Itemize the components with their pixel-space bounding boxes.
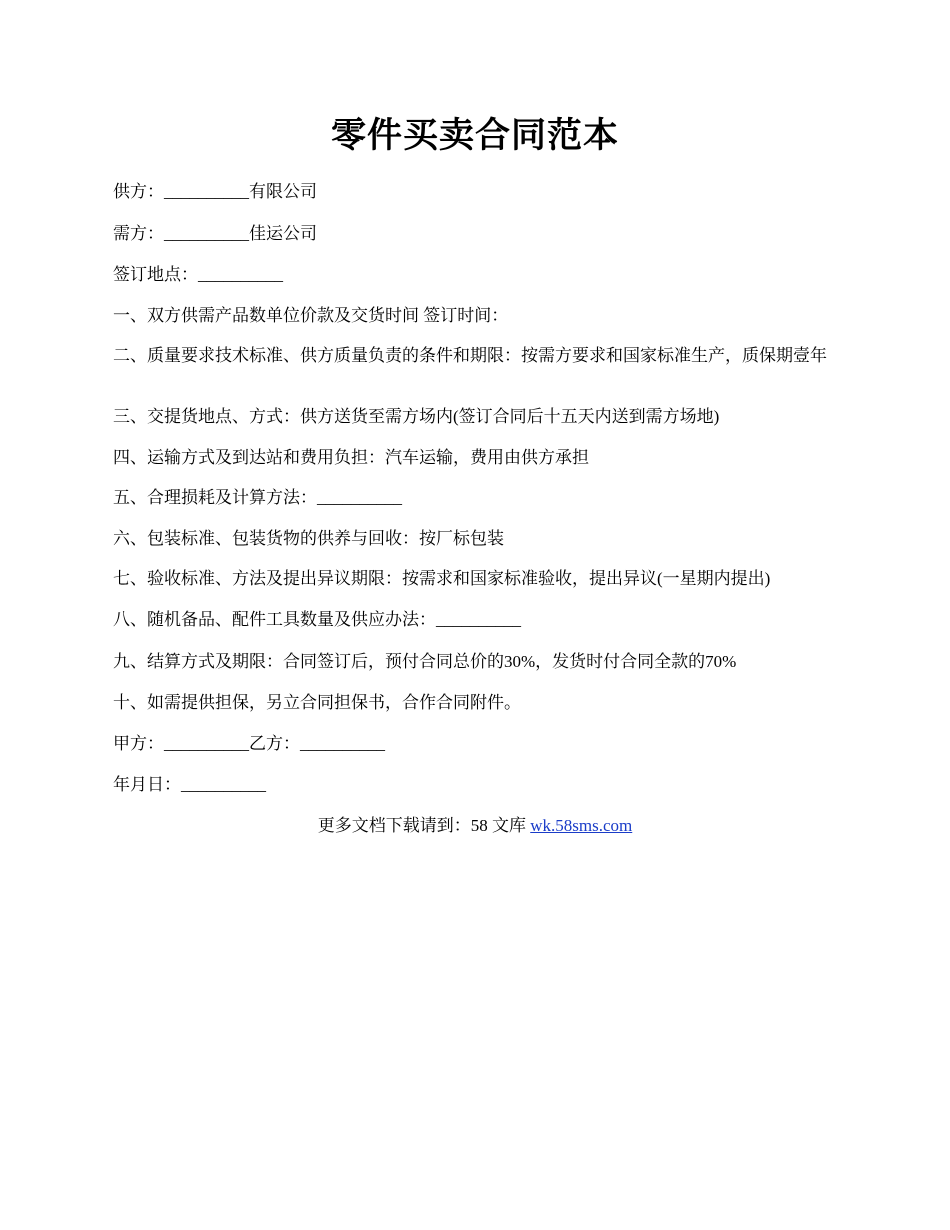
clause-3: 三、交提货地点、方式：供方送货至需方场内(签订合同后十五天内送到需方场地) xyxy=(113,407,720,426)
footer-link[interactable]: wk.58sms.com xyxy=(530,816,633,835)
clause-8: 八、随机备品、配件工具数量及供应办法：__________ xyxy=(113,610,521,629)
clause-1: 一、双方供需产品数单位价款及交货时间 签订时间： xyxy=(113,306,509,325)
footer-text: 更多文档下载请到：58 文库 xyxy=(317,816,531,835)
supplier-line: 供方：__________有限公司 xyxy=(113,182,317,201)
clause-7: 七、验收标准、方法及提出异议期限：按需求和国家标准验收，提出异议(一星期内提出) xyxy=(113,569,771,588)
clause-6: 六、包装标准、包装货物的供养与回收：按厂标包装 xyxy=(113,529,504,548)
clause-4: 四、运输方式及到达站和费用负担：汽车运输，费用由供方承担 xyxy=(113,448,589,467)
footer xyxy=(0,815,950,836)
signing-place-line: 签订地点：__________ xyxy=(113,265,283,284)
document-title: 零件买卖合同范本 xyxy=(330,116,619,155)
buyer-line: 需方：__________佳运公司 xyxy=(113,224,317,243)
date-line: 年月日：__________ xyxy=(113,775,266,794)
clause-10: 十、如需提供担保，另立合同担保书，合作合同附件。 xyxy=(113,693,521,712)
clause-9: 九、结算方式及期限：合同签订后，预付合同总价的30%，发货时付合同全款的70% xyxy=(113,652,737,671)
clause-5: 五、合理损耗及计算方法：__________ xyxy=(113,488,402,507)
clause-2: 二、质量要求技术标准、供方质量负责的条件和期限：按需方要求和国家标准生产，质保期壹年 xyxy=(113,346,827,365)
party-signature-line: 甲方：__________乙方：__________ xyxy=(113,734,385,753)
